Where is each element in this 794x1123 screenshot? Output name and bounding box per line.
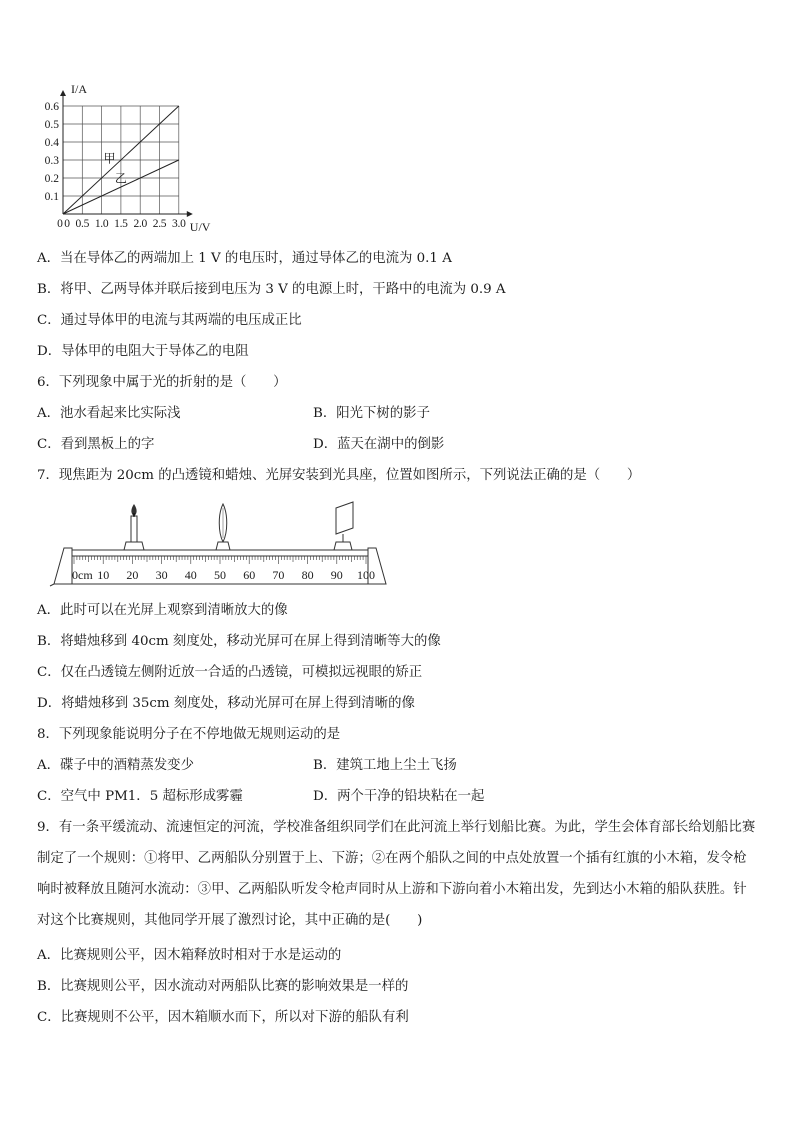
y-axis-label: I/A [71,82,87,96]
q9-option-c: C．比赛规则不公平，因木箱顺水而下，所以对下游的船队有利 [37,1010,409,1025]
q8-stem: 8．下列现象能说明分子在不停地做无规则运动的是 [37,727,341,742]
candle [124,504,144,550]
q8-option-c: C．空气中 PM1．5 超标形成雾霾 [37,789,243,804]
x-tick-label: 2.0 [133,218,147,230]
q7-option-d: D．将蜡烛移到 35cm 刻度处，移动光屏可在屏上得到清晰的像 [37,696,415,711]
y-tick-label: 0.2 [44,173,59,185]
q5-option-c: C．通过导体甲的电流与其两端的电压成正比 [37,313,302,328]
x-tick-label: 3.0 [172,218,186,230]
bench-scale-label: 20 [126,568,139,582]
bench-scale-label: 10 [97,568,110,582]
x-tick-label: 1.0 [94,218,109,230]
q6-option-b: B．阳光下树的影子 [313,406,430,421]
q5-option-a: A．当在导体乙的两端加上 1 V 的电压时，通过导体乙的电流为 0.1 A [37,251,452,266]
q7-option-c: C．仅在凸透镜左侧附近放一合适的凸透镜，可模拟远视眼的矫正 [37,665,423,680]
optical-bench-figure [48,500,408,595]
q6-option-c: C．看到黑板上的字 [37,437,155,452]
bench-scale-label: 40 [184,568,197,582]
q6-option-d: D．蓝天在湖中的倒影 [313,437,445,452]
bench-scale-label: 30 [155,568,168,582]
x-tick-label: 0.5 [75,218,90,230]
y-tick-label: 0.4 [44,137,59,149]
bench-scale-label: 90 [330,568,343,582]
q6-option-a: A．池水看起来比实际浅 [37,406,181,421]
bench-scale-label: 70 [272,568,285,582]
q8-option-b: B．建筑工地上尘土飞扬 [313,758,457,773]
y-axis-arrow [60,90,66,96]
bench-scale-label: 60 [243,568,256,582]
q8-option-a: A．碟子中的酒精蒸发变少 [37,758,194,773]
x-tick-label: 1.5 [114,218,128,230]
q5-option-d: D．导体甲的电阻大于导体乙的电阻 [37,344,249,359]
bench-scale-label: 100 [357,568,375,582]
series-label: 乙 [114,171,127,186]
x-tick-label: 2.5 [152,218,167,230]
q8-option-d: D．两个干净的铅块粘在一起 [313,789,485,804]
series-label: 甲 [103,151,116,166]
q9-stem: 9．有一条平缓流动、流速恒定的河流，学校准备组织同学们在此河流上举行划船比赛。为此，学生会体育部长给划船比赛制定了一个规则：①将甲、乙两船队分别置于上、下游；②在两个船队之间的中点处放置一个插有红旗的小木箱，发令枪响时被释放且随河水流动：③甲、乙两船队听发令枪声同时从上游和下游向着小木箱出发，先到达小木箱的船队获胜。针对这个比赛规则，其他同学开展了激烈讨论，其中正确的是( ) [37,820,756,928]
x-tick-label: 0 [64,218,70,230]
origin-label: 0 [57,218,63,230]
bench-scale-label: 80 [301,568,314,582]
bench-scale-label: 0cm [72,568,93,582]
q7-option-b: B．将蜡烛移到 40cm 刻度处，移动光屏可在屏上得到清晰等大的像 [37,634,441,649]
q9-option-a: A．比赛规则公平，因木箱释放时相对于水是运动的 [37,948,342,963]
x-axis-arrow [187,211,193,217]
q6-stem: 6．下列现象中属于光的折射的是（ ） [37,375,287,390]
convex-lens [216,504,230,550]
iu-graph [0,0,211,234]
x-axis-label: U/V [189,220,211,234]
q7-stem: 7．现焦距为 20cm 的凸透镜和蜡烛、光屏安装到光具座，位置如图所示，下列说法正确的是（ ） [37,468,641,483]
y-tick-label: 0.5 [44,119,59,131]
q7-option-a: A．此时可以在光屏上观察到清晰放大的像 [37,603,288,618]
light-screen [334,502,353,550]
y-tick-label: 0.3 [44,155,59,167]
q9-option-b: B．比赛规则公平，因水流动对两船队比赛的影响效果是一样的 [37,979,409,994]
bench-scale-label: 50 [214,568,226,582]
y-tick-label: 0.1 [44,191,59,203]
q5-option-b: B．将甲、乙两导体并联后接到电压为 3 V 的电源上时，干路中的电流为 0.9 A [37,282,506,297]
y-tick-label: 0.6 [44,101,59,113]
